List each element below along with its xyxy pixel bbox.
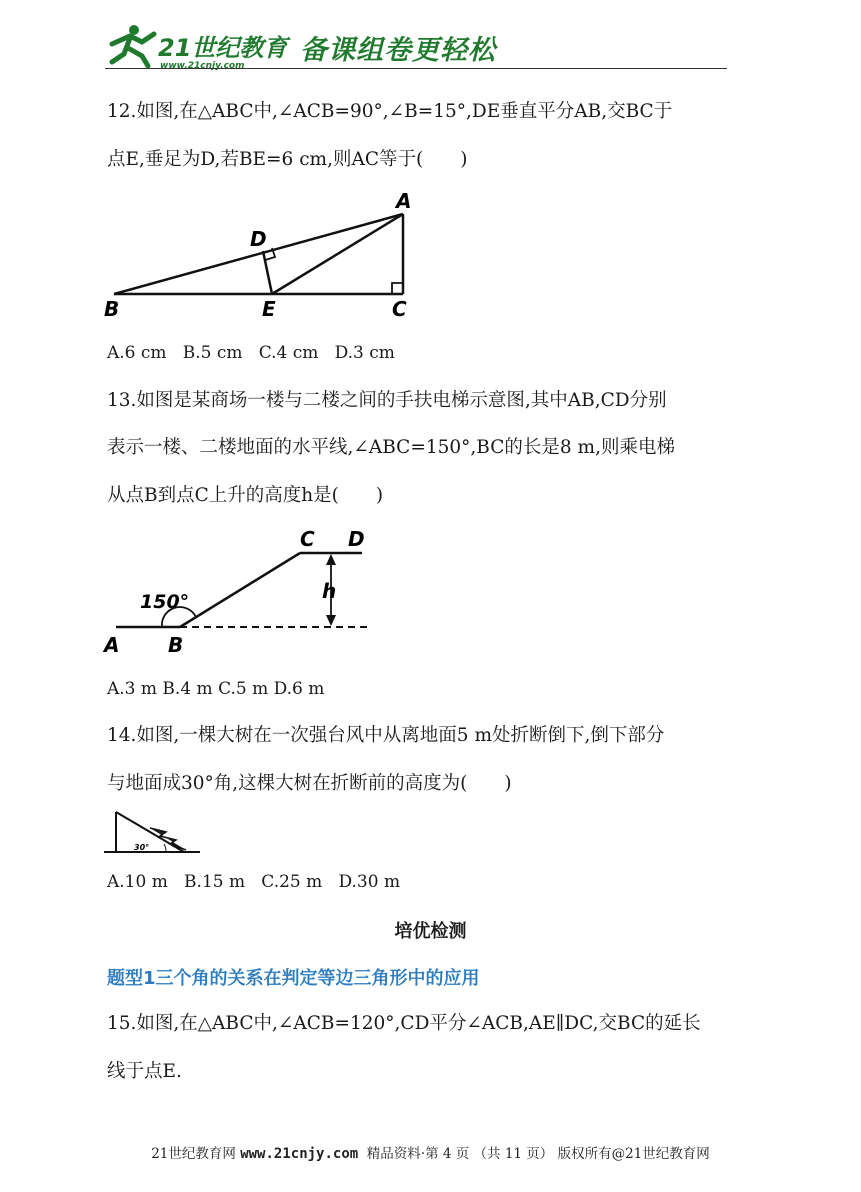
header-logo (102, 20, 292, 70)
q14-angle-label: 30° (134, 843, 150, 852)
q14-line1: 14.如图,一棵大树在一次强台风中从离地面5 m处折断倒下,倒下部分 (107, 725, 665, 746)
q13-segment-bc (180, 553, 300, 627)
q13-line1: 13.如图是某商场一楼与二楼之间的手扶电梯示意图,其中AB,CD分别 (107, 390, 667, 411)
page-footer (0, 1142, 861, 1162)
q13-line3: 从点B到点C上升的高度h是( ) (107, 485, 384, 506)
q12-segment-ea (272, 214, 403, 294)
q13-label-c: C (300, 527, 315, 551)
q13-label-d: D (348, 527, 365, 551)
q13-arrow-up-icon (326, 554, 336, 565)
q12-label-a: A (396, 189, 412, 213)
q13-line2: 表示一楼、二楼地面的水平线,∠ABC=150°,BC的长是8 m,则乘电梯 (107, 437, 675, 458)
q13-arrow-down-icon (326, 615, 336, 626)
q14-figure (100, 806, 210, 861)
logo-main-text: 21世纪教育 (158, 34, 288, 62)
q15-line2: 线于点E. (107, 1061, 182, 1082)
q12-figure (100, 188, 430, 323)
q12-segment-ba (114, 214, 403, 294)
q15-line1: 15.如图,在△ABC中,∠ACB=120°,CD平分∠ACB,AE∥DC,交BC的延长 (107, 1013, 701, 1034)
q12-label-b: B (104, 297, 120, 321)
q14-angle-arc (164, 844, 166, 852)
q13-label-h: h (322, 579, 337, 603)
footer-url: www.21cnjy.com (240, 1146, 359, 1162)
q14-line2: 与地面成30°角,这棵大树在折断前的高度为( ) (107, 773, 512, 794)
q12-label-d: D (250, 227, 267, 251)
q13-angle-label: 150° (140, 591, 190, 613)
q13-options: A.3 m B.4 m C.5 m D.6 m (107, 679, 325, 699)
q12-line1: 12.如图,在△ABC中,∠ACB=90°,∠B=15°,DE垂直平分AB,交BC于 (107, 101, 673, 122)
q13-figure (100, 520, 390, 660)
header-brand: 备课组卷更轻松 (300, 35, 496, 66)
q13-label-a: A (104, 633, 120, 657)
q12-label-e: E (262, 297, 276, 321)
type-title: 题型1三个角的关系在判定等边三角形中的应用 (107, 968, 480, 989)
runner-logo-icon (102, 20, 292, 70)
logo-url-text: www.21cnjy.com (160, 61, 245, 70)
q12-right-angle-c (392, 283, 403, 294)
q12-label-c: C (392, 297, 407, 321)
q12-options: A.6 cm B.5 cm C.4 cm D.3 cm (107, 343, 395, 363)
footer-left: 21世纪教育网 (151, 1146, 241, 1162)
footer-right: 精品资料·第 4 页 （共 11 页） 版权所有@21世纪教育网 (358, 1146, 710, 1162)
lightning-icon (150, 828, 186, 850)
q12-line2: 点E,垂足为D,若BE=6 cm,则AC等于( ) (107, 149, 468, 170)
section-title: 培优检测 (394, 921, 467, 942)
q13-label-b: B (168, 633, 184, 657)
q14-options: A.10 m B.15 m C.25 m D.30 m (107, 872, 401, 892)
header-divider (105, 68, 727, 69)
